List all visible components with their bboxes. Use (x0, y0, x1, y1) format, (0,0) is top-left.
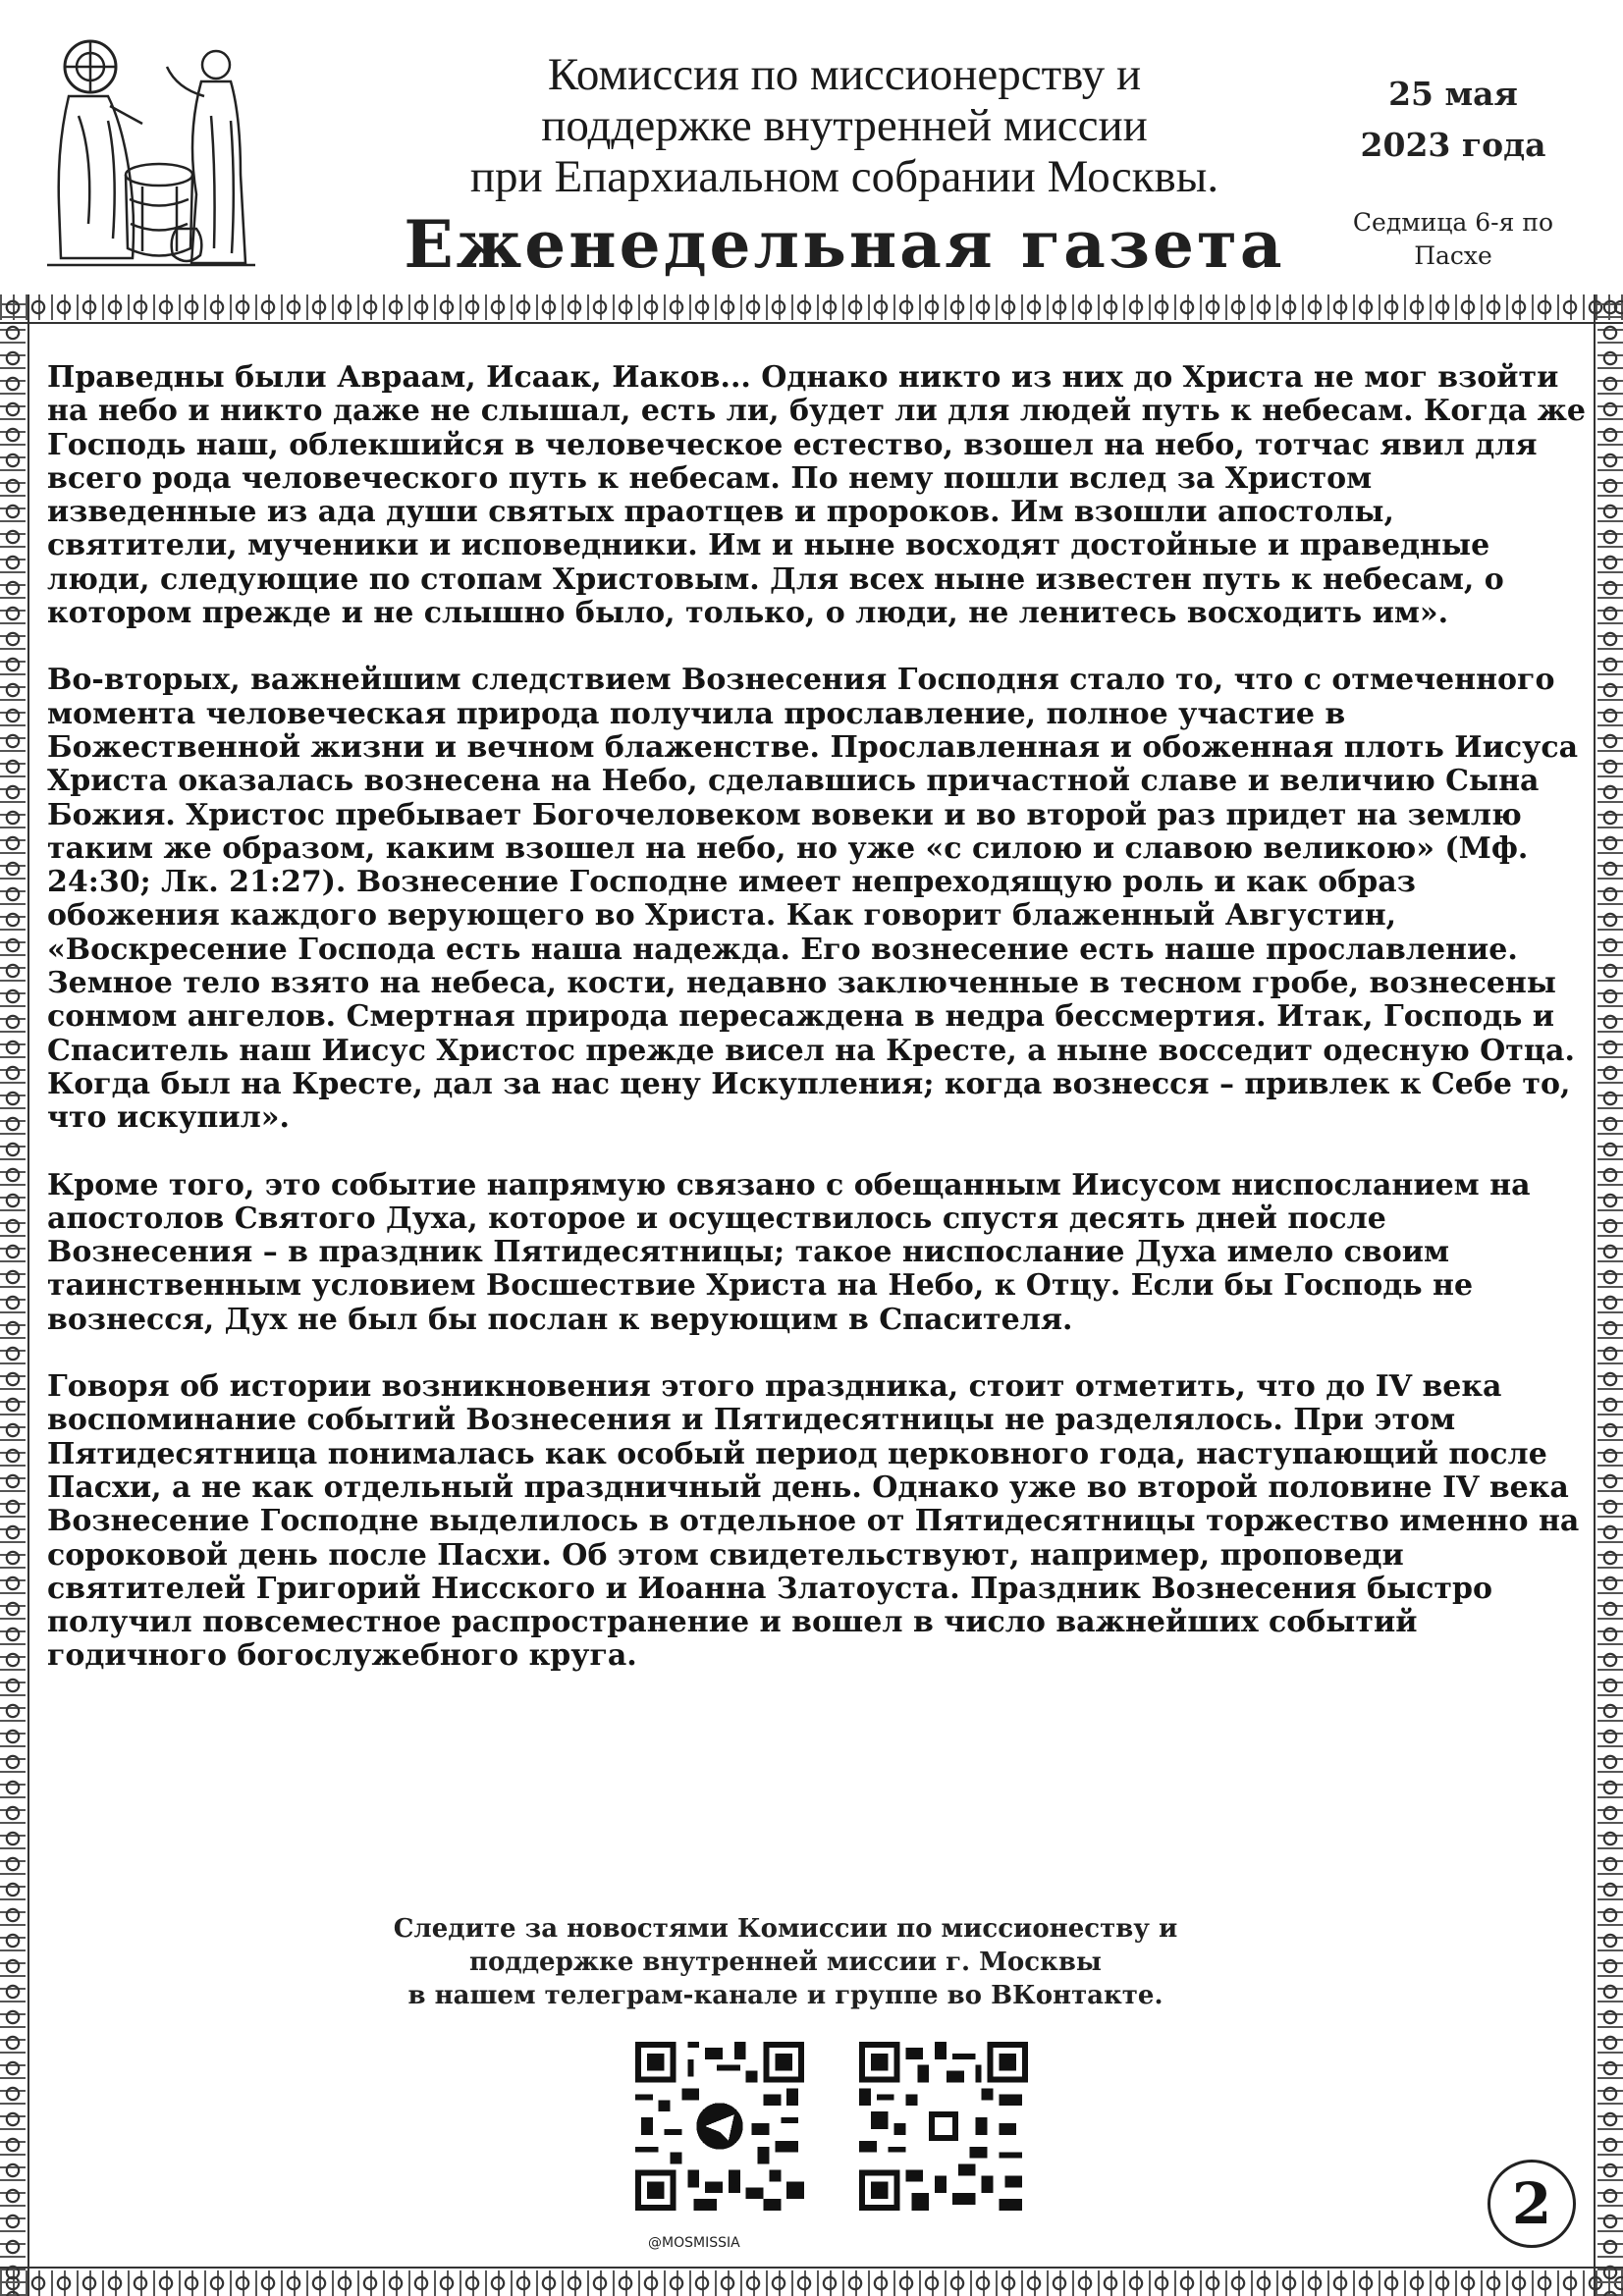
organization-name (373, 49, 1316, 202)
date-line-2: 2023 года (1360, 126, 1546, 164)
article-body (47, 361, 1589, 1707)
org-line-2: поддержке внутренней миссии (541, 100, 1148, 151)
follow-line-1: Следите за новостями Комиссии по миссионеству и (393, 1914, 1178, 1944)
org-line-1: Комиссия по миссионерству и (547, 49, 1142, 100)
week-line-2: Пасхе (1414, 241, 1492, 270)
week-line-1: Седмица 6-я по (1352, 208, 1554, 237)
article-paragraph-2: Во-вторых, важнейшим следствием Вознесения Господня стало то, что с отмеченного момента человеческая природа получила прославление, полное участие в Божественной жизни и вечном блаженстве. Прославленная и обоженная плоть Иисуса Христа оказалась вознесена на Небо, сделавшись причастной славе и величию Сына Божия. Христос пребывает Богочеловеком вовеки и во второй раз придет на землю таким же образом, каким взошел на небо, но уже «с силою и славою великою» (Мф. 24:30; Лк. 21:27). Вознесение Господне имеет непреходящую роль и как образ обожения каждого верующего во Христа. Как говорит блаженный Августин, «Воскресение Господа есть наша надежда. Его вознесение есть наше прославление. Земное тело взято на небеса, кости, недавно заключенные в тесном гробе, вознесены сонмом ангелов. Смертная природа пересаждена в недра бессмертия. Итак, Господь и Спаситель наш Иисус Христос прежде висел на Кресте, а ныне восседит одесную Отца. Когда был на Кресте, дал за нас цену Искупления; когда вознесся – привлек к Себе то, что искупил». (47, 663, 1579, 1136)
border-top (0, 294, 1623, 320)
telegram-qr-code[interactable] (633, 2042, 806, 2211)
liturgical-week (1321, 206, 1586, 273)
border-left-rule (27, 294, 29, 2296)
border-top-rule (0, 322, 1623, 324)
article-paragraph-3: Кроме того, это событие напрямую связано с обещанным Иисусом ниспосланием на апостолов Святого Духа, которое и осуществилось спустя десять дней после Вознесения – в праздник Пятидесятницы; такое ниспослание Духа имело своим таинственным условием Восшествие Христа на Небо, к Отцу. Если бы Господь не вознесся, Дух не был бы послан к верующим в Спасителя. (47, 1167, 1531, 1337)
vk-qr-code[interactable] (857, 2042, 1030, 2211)
border-right (1597, 294, 1623, 2296)
article-paragraph-4: Говоря об истории возникновения этого праздника, стоит отметить, что до IV века воспоминание событий Вознесения и Пятидесятницы не разделялось. При этом Пятидесятница понималась как особый период церковного года, наступающий после Пасхи, а не как отдельный праздничный день. Однако уже во второй половине IV века Вознесение Господне выделилось в отдельное от Пятидесятницы торжество именно на сороковой день после Пасхи. Об этом свидетельствуют, например, проповеди святителей Григорий Нисского и Иоанна Златоуста. Праздник Вознесения быстро получил повсеместное распространение и вошел в число важнейших событий годичного богослужебного круга. (47, 1369, 1580, 1674)
border-right-rule (1594, 294, 1596, 2296)
follow-line-2: поддержке внутренней миссии г. Москвы (469, 1948, 1102, 1977)
icon-illustration (39, 27, 260, 271)
newspaper-title: Еженедельная газета (404, 206, 1285, 283)
follow-us-notice (295, 1912, 1276, 2012)
article-paragraph-1: Праведны были Авраам, Исаак, Иаков... Однако никто из них до Христа не мог взойти на небо и никто даже не слышал, есть ли, будет ли для людей путь к небесам. Когда же Господь наш, облекшийся в человеческое естество, взошел на небо, тотчас явил для всего рода человеческого путь к небесам. По нему пошли вслед за Христом изведенные из ада души святых праотцев и пророков. Им взошли апостолы, святители, мученики и исповедники. Им и ныне восходят достойные и праведные люди, следующие по стопам Христовым. Для всех ныне известен путь к небесам, о котором прежде и не слышно было, только, о люди, не ленитесь восходить им». (47, 360, 1586, 631)
follow-line-3: в нашем телеграм-канале и группе во ВКонтакте. (407, 1981, 1163, 2010)
border-bottom (0, 2270, 1623, 2296)
issue-date (1321, 69, 1586, 171)
page-number: 2 (1488, 2160, 1576, 2248)
border-left (0, 294, 26, 2296)
border-bottom-rule (0, 2267, 1623, 2269)
org-line-3: при Епархиальном собрании Москвы. (469, 151, 1219, 202)
social-handle: @MOSMISSIA (648, 2235, 740, 2251)
date-line-1: 25 мая (1388, 75, 1518, 113)
